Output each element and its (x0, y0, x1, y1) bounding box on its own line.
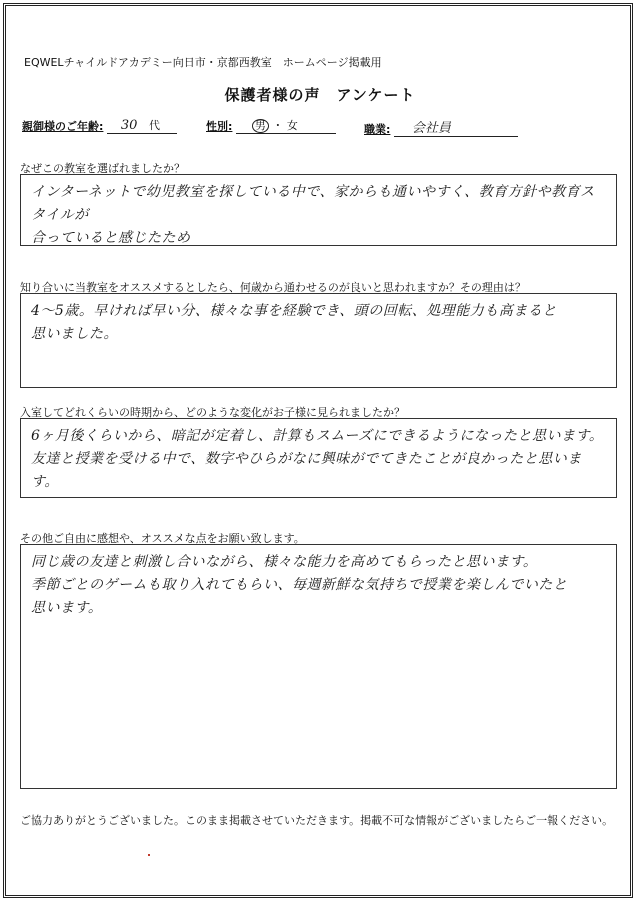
job-value: 会社員 (411, 121, 451, 136)
answer-box-3 (20, 418, 617, 498)
job-label: 職業: (364, 123, 391, 136)
age-unit: 代 (148, 119, 160, 132)
ink-mark (148, 854, 150, 856)
answer-box-4 (20, 544, 617, 789)
footer-note: ご協力ありがとうございました。このまま掲載させていただきます。掲載不可な情報がございましたらご一報ください。 (20, 814, 614, 827)
age-label: 親御様のご年齢: (22, 120, 104, 133)
org-header: EQWELチャイルドアカデミー向日市・京都西教室 ホームページ掲載用 (24, 56, 382, 69)
gender-male-selected: 男 (252, 119, 269, 133)
gender-label: 性別: (206, 120, 233, 133)
answer-1: インターネットで幼児教室を探している中で、家からも通いやすく、教育方針や教育スタイルが 合っていると感じたため (31, 184, 595, 246)
answer-box-1 (20, 174, 617, 246)
question-1: なぜこの教室を選ばれましたか？ (20, 162, 185, 175)
question-4: その他ご自由に感想や、オススメな点をお願い致します。 (20, 532, 305, 545)
gender-female: 女 (286, 119, 298, 132)
answer-box-2 (20, 293, 617, 388)
job-field (364, 117, 518, 137)
answer-2: 4～5歳。早ければ早い分、様々な事を経験でき、頭の回転、処理能力も高まると 思いました。 (31, 303, 557, 342)
gender-separator: ・ (272, 119, 284, 132)
question-2: 知り合いに当教室をオススメするとしたら、何歳から通わせるのが良いと思われますか？その理由は？ (20, 281, 526, 294)
gender-field (206, 117, 336, 134)
age-value: 30 (120, 118, 138, 133)
question-3: 入室してどれくらいの時期から、どのような変化がお子様に見られましたか？ (20, 406, 405, 419)
answer-3: 6ヶ月後くらいから、暗記が定着し、計算もスムーズにできるようになったと思います。 友達と授業を受ける中で、数字やひらがなに興味がでてきたことが良かったと思います。 (31, 428, 604, 490)
page-title: 保護者様の声 アンケート (224, 86, 416, 104)
answer-4: 同じ歳の友達と刺激し合いながら、様々な能力を高めてもらったと思います。 季節ごとのゲームも取り入れてもらい、毎週新鮮な気持ちで授業を楽しんでいたと 思います。 (31, 554, 568, 616)
age-field (22, 117, 177, 134)
